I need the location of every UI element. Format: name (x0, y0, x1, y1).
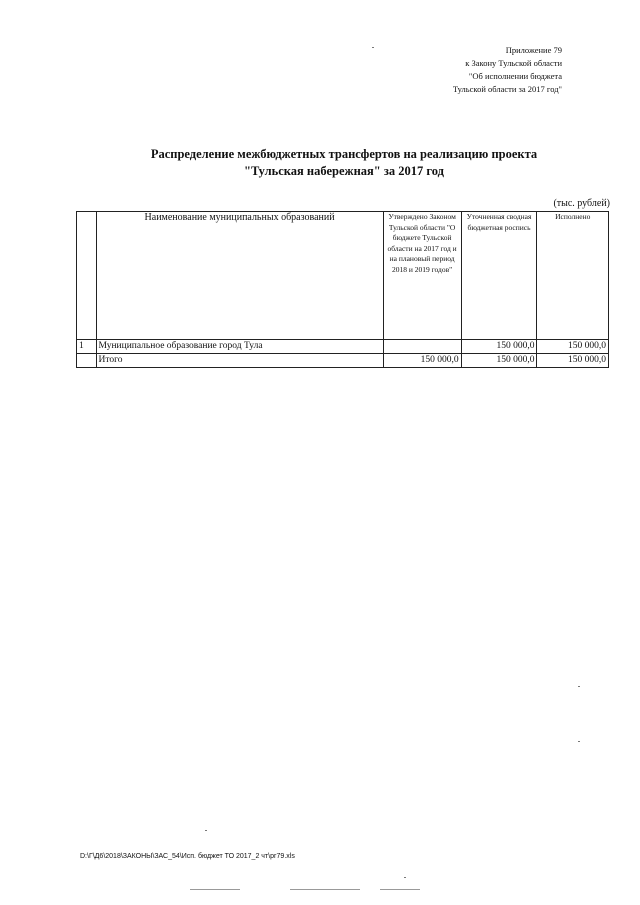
appendix-line-2: к Закону Тульской области (465, 58, 562, 68)
title-line-2: "Тульская набережная" за 2017 год (244, 164, 444, 178)
header-executed: Исполнено (537, 212, 609, 340)
scan-speck (205, 830, 207, 831)
scan-speck (372, 47, 374, 48)
row-name: Муниципальное образование город Тула (96, 340, 383, 354)
total-label: Итого (96, 354, 383, 368)
appendix-line-1: Приложение 79 (505, 45, 562, 55)
header-name: Наименование муниципальных образований (96, 212, 383, 340)
total-row (77, 354, 609, 368)
header-number (77, 212, 97, 340)
scan-artifact-line (380, 889, 420, 890)
appendix-reference (342, 44, 562, 96)
scan-artifact-line (190, 889, 240, 890)
appendix-line-3: "Об исполнении бюджета (468, 71, 562, 81)
table-header-row (77, 212, 609, 340)
scan-speck (578, 741, 580, 742)
total-approved: 150 000,0 (383, 354, 461, 368)
table-row (77, 340, 609, 354)
total-executed: 150 000,0 (537, 354, 609, 368)
row-number: 1 (77, 340, 97, 354)
row-approved (383, 340, 461, 354)
file-path-footer: D:\Г\Д6\2018\ЗАКОНЫ\ЗАС_54\Исп. бюджет ТО 2017_2 чт\рг79.xls (80, 853, 295, 860)
transfers-table (76, 211, 609, 368)
title-line-1: Распределение межбюджетных трансфертов на реализацию проекта (150, 147, 538, 161)
header-refined: Уточненная сводная бюджетная роспись (461, 212, 537, 340)
scan-speck (578, 686, 580, 687)
units-label: (тыс. рублей) (553, 198, 610, 209)
header-approved: Утверждено Законом Тульской области "О бюджете Тульской области на 2017 год и на плановый период 2018 и 2019 годов" (383, 212, 461, 340)
scan-artifact-line (290, 889, 360, 890)
row-executed: 150 000,0 (537, 340, 609, 354)
scan-speck (404, 877, 406, 878)
total-refined: 150 000,0 (461, 354, 537, 368)
row-refined: 150 000,0 (461, 340, 537, 354)
appendix-line-4: Тульской области за 2017 год" (452, 84, 562, 94)
total-number (77, 354, 97, 368)
document-title (80, 146, 608, 180)
